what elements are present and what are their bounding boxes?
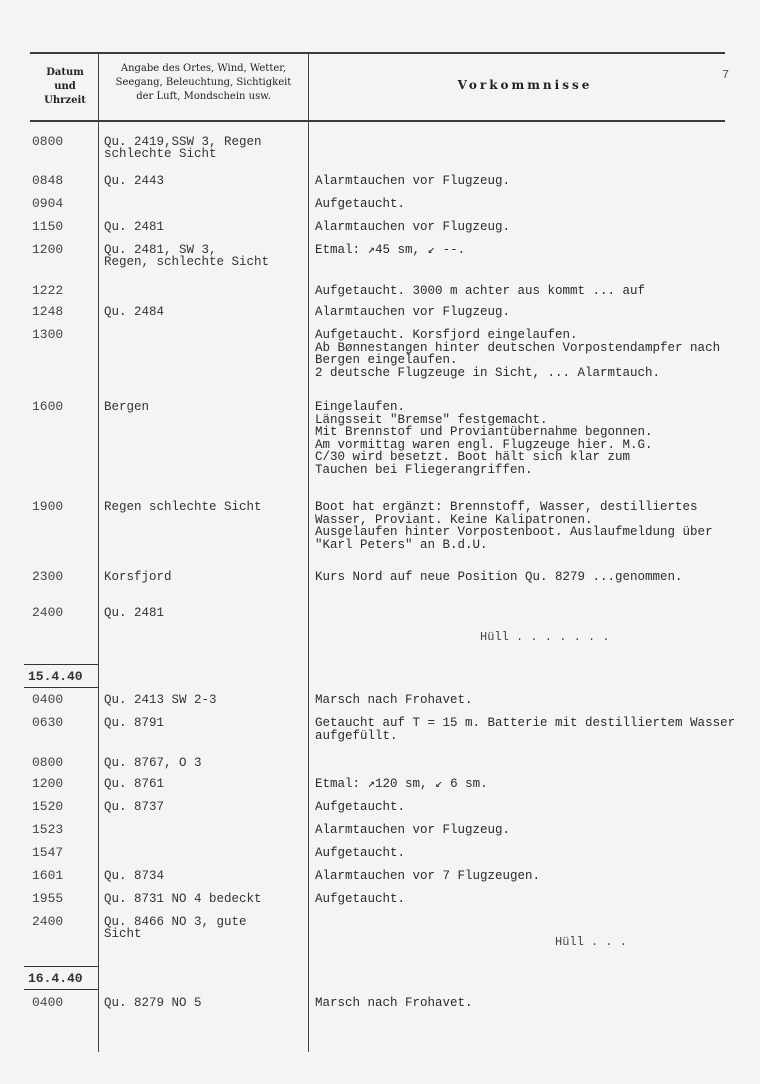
row-time: 1523	[32, 822, 64, 837]
row-event: Kurs Nord auf neue Position Qu. 8279 ...genommen.	[315, 570, 683, 584]
row-place: Qu. 2413 SW 2-3	[104, 693, 217, 707]
row-place: Qu. 2443	[104, 174, 165, 188]
row-event: Boot hat ergänzt: Brennstoff, Wasser, destilliertes Wasser, Proviant. Keine Kalipatronen. Ausgelaufen hinter Vorpostenboot. Auslaufmeldung über "Karl Peters" an B.d.U.	[315, 500, 713, 552]
row-place: Qu. 2481, SW 3, Regen, schlechte Sicht	[104, 243, 270, 269]
row-time: 1150	[32, 219, 64, 234]
row-place: Qu. 8737	[104, 800, 165, 814]
row-time: 0400	[32, 995, 64, 1010]
row-event: Marsch nach Frohavet.	[315, 693, 473, 707]
row-event: Alarmtauchen vor Flugzeug.	[315, 305, 511, 319]
row-event: Aufgetaucht.	[315, 197, 406, 211]
row-event: Aufgetaucht.	[315, 846, 406, 860]
row-event: Marsch nach Frohavet.	[315, 996, 473, 1010]
date-group: 16.4.40	[28, 971, 83, 986]
row-time: 1520	[32, 799, 64, 814]
page-margin-mark: 7	[722, 68, 730, 82]
date-rule	[24, 989, 98, 990]
row-time: 0630	[32, 715, 64, 730]
date-rule	[24, 966, 98, 967]
row-time: 1300	[32, 327, 64, 342]
column-divider-place	[308, 52, 309, 1052]
row-time: 1248	[32, 304, 64, 319]
date-rule	[24, 664, 98, 665]
row-place: Qu. 8734	[104, 869, 165, 883]
row-event: Alarmtauchen vor Flugzeug.	[315, 174, 511, 188]
row-place: Regen schlechte Sicht	[104, 500, 262, 514]
date-group: 15.4.40	[28, 669, 83, 684]
row-time: 0800	[32, 134, 64, 149]
row-time: 1600	[32, 399, 64, 414]
row-place: Qu. 8466 NO 3, gute Sicht	[104, 915, 247, 941]
row-place: Qu. 8279 NO 5	[104, 996, 202, 1010]
row-event: Aufgetaucht.	[315, 892, 406, 906]
row-time: 0904	[32, 196, 64, 211]
row-place: Qu. 2481	[104, 220, 165, 234]
row-event: Eingelaufen. Längsseit "Bremse" festgemacht. Mit Brennstof und Proviantübernahme begonnen. Am vormittag waren engl. Flugzeuge hier. M.G. C/30 wird besetzt. Boot hält sich klar zum Tauchen bei Fliegerangriffen.	[315, 400, 653, 477]
row-time: 2400	[32, 605, 64, 620]
row-time: 1200	[32, 242, 64, 257]
row-event: Aufgetaucht. Korsfjord eingelaufen. Ab Bønnestangen hinter deutschen Vorpostendampfer nach Bergen eingelaufen. 2 deutsche Flugzeuge in Sicht, ... Alarmtauch.	[315, 328, 721, 380]
row-time: 1900	[32, 499, 64, 514]
row-place: Korsfjord	[104, 570, 172, 584]
header-datetime: Datum und Uhrzeit	[44, 67, 86, 106]
row-place: Qu. 8761	[104, 777, 165, 791]
column-divider-time	[98, 52, 99, 1052]
row-time: 2400	[32, 914, 64, 929]
row-time: 0848	[32, 173, 64, 188]
top-rule	[30, 52, 725, 54]
row-event: Alarmtauchen vor Flugzeug.	[315, 823, 511, 837]
row-time: 1601	[32, 868, 64, 883]
header-rule	[30, 120, 725, 122]
row-place: Qu. 2484	[104, 305, 165, 319]
row-event: Etmal: ↗120 sm, ↙ 6 sm.	[315, 777, 488, 791]
header-events: Vorkommnisse	[457, 78, 593, 92]
row-event: Alarmtauchen vor Flugzeug.	[315, 220, 511, 234]
row-event: Etmal: ↗45 sm, ↙ --.	[315, 243, 466, 257]
date-rule	[24, 687, 98, 688]
row-place: Qu. 2481	[104, 606, 165, 620]
row-event: Aufgetaucht.	[315, 800, 406, 814]
row-time: 1955	[32, 891, 64, 906]
row-event: Getaucht auf T = 15 m. Batterie mit destilliertem Wasser aufgefüllt.	[315, 716, 736, 743]
signature: Hüll . . .	[555, 935, 628, 949]
row-time: 0800	[32, 755, 64, 770]
row-place: Qu. 8791	[104, 716, 165, 730]
row-time: 1222	[32, 283, 64, 298]
row-event: Alarmtauchen vor 7 Flugzeugen.	[315, 869, 541, 883]
row-place: Bergen	[104, 400, 150, 414]
row-place: Qu. 8731 NO 4 bedeckt	[104, 892, 262, 906]
signature: Hüll . . . . . . .	[480, 630, 610, 644]
row-time: 1547	[32, 845, 64, 860]
row-time: 0400	[32, 692, 64, 707]
row-time: 2300	[32, 569, 64, 584]
row-place: Qu. 2419,SSW 3, Regen schlechte Sicht	[104, 135, 262, 161]
row-time: 1200	[32, 776, 64, 791]
header-place-weather: Angabe des Ortes, Wind, Wetter, Seegang, Beleuchtung, Sichtigkeit der Luft, Mondschein usw.	[115, 63, 292, 102]
row-event: Aufgetaucht. 3000 m achter aus kommt ... auf	[315, 284, 646, 298]
row-place: Qu. 8767, O 3	[104, 756, 202, 770]
